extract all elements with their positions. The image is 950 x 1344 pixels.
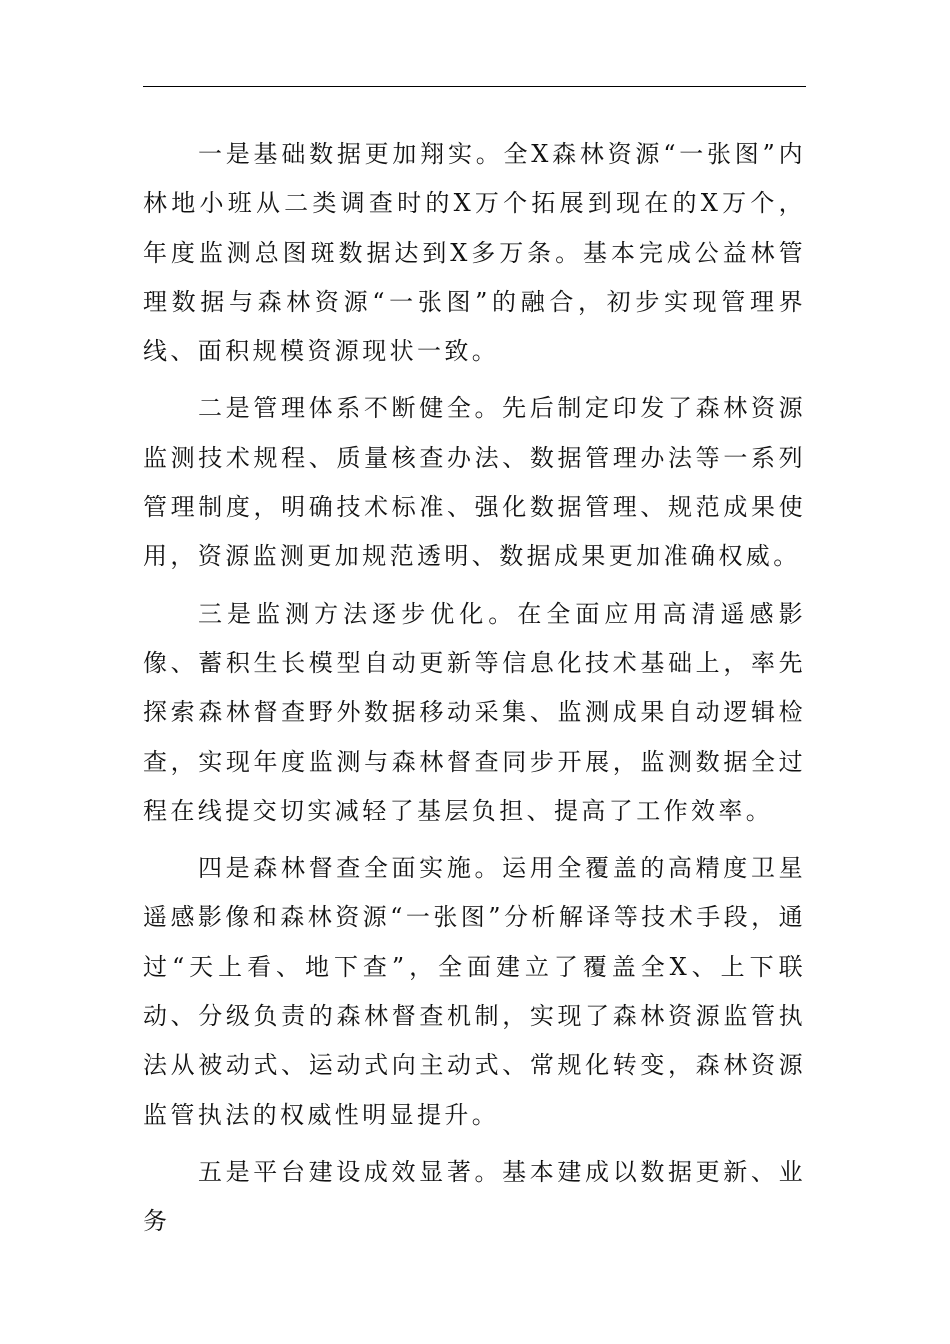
paragraph-4: 四是森林督查全面实施。运用全覆盖的高精度卫星遥感影像和森林资源“一张图”分析解译等技术手段，通过“天上看、地下查”，全面建立了覆盖全X、上下联动、分级负责的森林督查机制，实现了森林资源监管执法从被动式、运动式向主动式、常规化转变，森林资源监管执法的权威性明显提升。 [143, 854, 806, 1129]
paragraph-5: 五是平台建设成效显著。基本建成以数据更新、业务 [143, 1157, 806, 1236]
document-body [143, 130, 806, 1255]
paragraph-1: 一是基础数据更加翔实。全X森林资源“一张图”内林地小班从二类调查时的X万个拓展到现在的X万个，年度监测总图斑数据达到X多万条。基本完成公益林管理数据与森林资源“一张图”的融合，初步实现管理界线、面积规模资源现状一致。 [143, 140, 806, 366]
paragraph-3: 三是监测方法逐步优化。在全面应用高清遥感影像、蓄积生长模型自动更新等信息化技术基础上，率先探索森林督查野外数据移动采集、监测成果自动逻辑检查，实现年度监测与森林督查同步开展，监测数据全过程在线提交切实减轻了基层负担、提高了工作效率。 [143, 599, 806, 825]
paragraph-2: 二是管理体系不断健全。先后制定印发了森林资源监测技术规程、质量核查办法、数据管理办法等一系列管理制度，明确技术标准、强化数据管理、规范成果使用，资源监测更加规范透明、数据成果更加准确权威。 [143, 394, 806, 571]
header-rule [143, 86, 806, 87]
